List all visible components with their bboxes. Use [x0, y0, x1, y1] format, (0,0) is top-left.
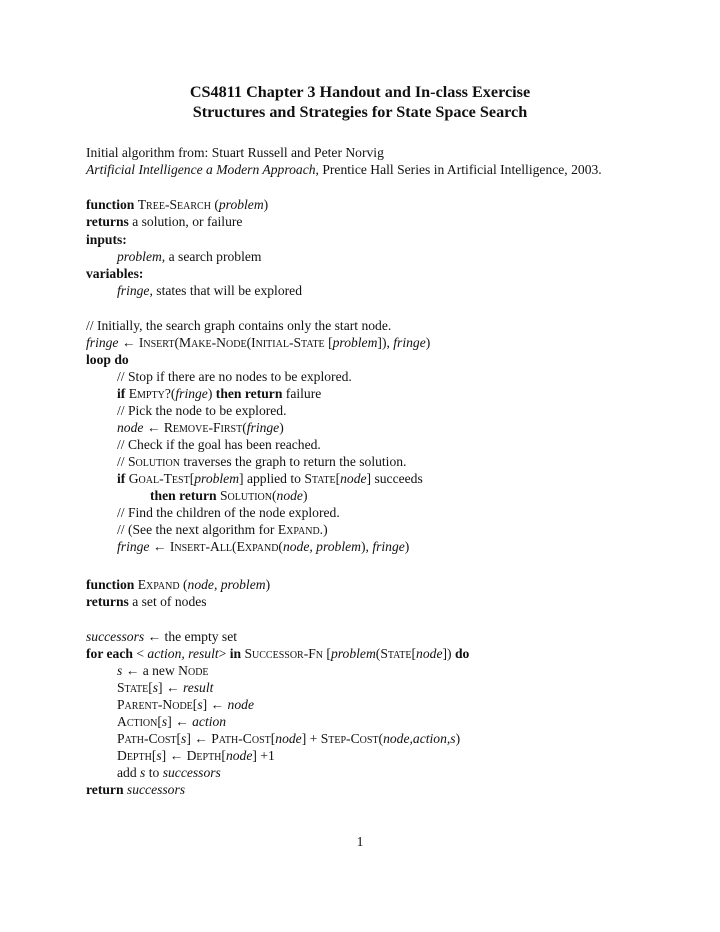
- comment-pick: // Pick the node to be explored.: [117, 403, 287, 418]
- if-empty-line: if Empty?(fringe) then return failure: [117, 386, 322, 401]
- expand-returns: returns a set of nodes: [86, 594, 207, 609]
- input-problem: problem, a search problem: [117, 249, 262, 264]
- action-assign-line: Action[s] ← action: [117, 714, 227, 729]
- comment-children: // Find the children of the node explored.: [117, 505, 340, 520]
- book-title: Artificial Intelligence a Modern Approach: [86, 162, 316, 177]
- for-each-line: for each < action, result> in Successor-Fn [problem(State[node]) do: [86, 646, 470, 661]
- depth-assign-line: Depth[s] ← Depth[node] +1: [117, 748, 275, 763]
- successors-init-line: successors ← the empty set: [86, 629, 238, 644]
- insert-all-line: fringe ← Insert-All(Expand(node, problem), fringe): [117, 539, 410, 554]
- title-line-1: CS4811 Chapter 3 Handout and In-class Exercise: [189, 83, 531, 101]
- comment-solution: // Solution traverses the graph to return the solution.: [117, 454, 407, 469]
- tree-search-returns: returns a solution, or failure: [86, 214, 243, 229]
- add-to-successors-line: add s to successors: [117, 765, 221, 780]
- loop-do-line: loop do: [86, 352, 129, 367]
- path-cost-assign-line: Path-Cost[s] ← Path-Cost[node] + Step-Cost(node,action,s): [117, 731, 461, 746]
- title-line-2: Structures and Strategies for State Space Search: [192, 103, 528, 121]
- inputs-label: inputs:: [86, 232, 127, 247]
- comment-check-goal: // Check if the goal has been reached.: [117, 437, 321, 452]
- comment-see-expand: // (See the next algorithm for Expand.): [117, 522, 328, 537]
- fringe-init-line: fringe ← Insert(Make-Node(Initial-State [problem]), fringe): [86, 335, 431, 350]
- expand-signature: function Expand (node, problem): [86, 577, 271, 592]
- tree-search-signature: function Tree-Search (problem): [86, 197, 269, 212]
- then-return-solution-line: then return Solution(node): [150, 488, 308, 503]
- if-goal-test-line: if Goal-Test[problem] applied to State[node] succeeds: [117, 471, 423, 486]
- page-number: 1: [356, 834, 364, 849]
- variable-fringe: fringe, states that will be explored: [117, 283, 302, 298]
- return-successors-line: return successors: [86, 782, 186, 797]
- comment-stop: // Stop if there are no nodes to be explored.: [117, 369, 352, 384]
- new-node-line: s ← a new Node: [117, 663, 209, 678]
- book-citation: Artificial Intelligence a Modern Approach, Prentice Hall Series in Artificial Intelligence, 2003.: [86, 162, 602, 177]
- source-line: Initial algorithm from: Stuart Russell and Peter Norvig: [86, 145, 384, 160]
- remove-first-line: node ← Remove-First(fringe): [117, 420, 284, 435]
- parent-node-assign-line: Parent-Node[s] ← node: [117, 697, 254, 712]
- state-assign-line: State[s] ← result: [117, 680, 214, 695]
- comment-initially: // Initially, the search graph contains only the start node.: [86, 318, 392, 333]
- variables-label: variables:: [86, 266, 144, 281]
